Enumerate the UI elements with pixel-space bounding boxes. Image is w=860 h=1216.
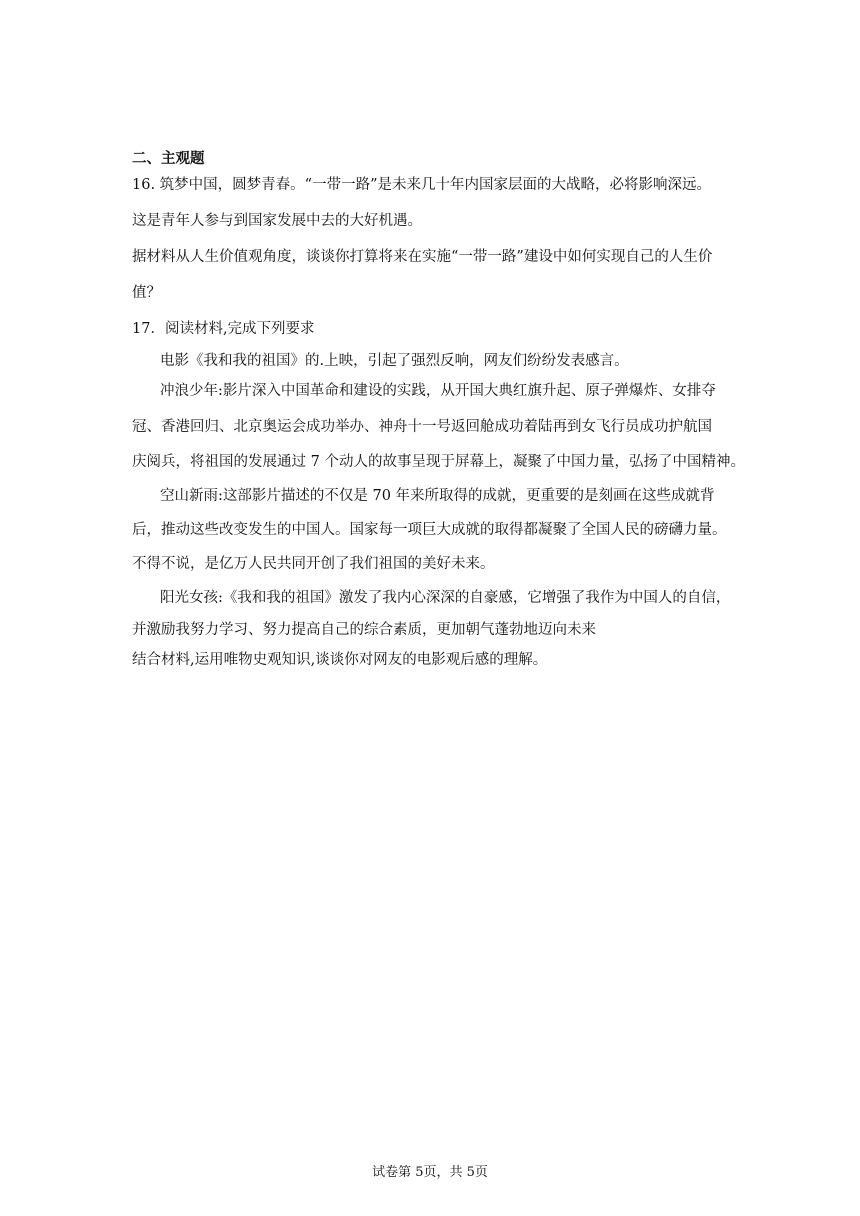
q17-p3-line-2: 并激励我努力学习、努力提高自己的综合素质，更加朝气蓬勃地迈向未来 [132,622,596,638]
q17-p1-line-3: 庆阅兵，将祖国的发展通过 7 个动人的故事呈现于屏幕上，凝聚了中国力量，弘扬了中国精神。 [132,454,745,470]
q17-p3-line-1: 阳光女孩:《我和我的祖国》激发了我内心深深的自豪感，它增强了我作为中国人的自信， [160,590,731,606]
q16-line-2: 这是青年人参与到国家发展中去的大好机遇。 [132,213,422,229]
section-heading: 二、主观题 [132,150,205,167]
q17-title: 17．阅读材料,完成下列要求 [132,321,315,337]
q17-p2-line-3: 不得不说，是亿万人民共同开创了我们祖国的美好未来。 [132,556,495,572]
q16-line-1: 16. 筑梦中国，圆梦青春。“一带一路”是未来几十年内国家层面的大战略，必将影响深远。 [132,177,711,193]
q17-p1-line-1: 冲浪少年:影片深入中国革命和建设的实践，从开国大典红旗升起、原子弹爆炸、女排夺 [160,383,716,399]
q17-p2-line-1: 空山新雨:这部影片描述的不仅是 70 年来所取得的成就，更重要的是刻画在这些成就背 [160,488,715,504]
q16-line-3: 据材料从人生价值观角度，谈谈你打算将来在实施“一带一路”建设中如何实现自己的人生价 [132,249,713,265]
q17-p1-line-2: 冠、香港回归、北京奥运会成功举办、神舟十一号返回舱成功着陆再到女飞行员成功护航国 [132,419,712,435]
q17-p2-line-2: 后，推动这些改变发生的中国人。国家每一项巨大成就的取得都凝聚了全国人民的磅礴力量。 [132,522,727,538]
q16-line-4: 值？ [132,285,161,301]
q17-intro: 电影《我和我的祖国》的.上映，引起了强烈反响，网友们纷纷发表感言。 [160,353,629,369]
q17-question: 结合材料,运用唯物史观知识,谈谈你对网友的电影观后感的理解。 [132,652,548,668]
page-footer: 试卷第 5页，共 5页 [372,1165,488,1180]
